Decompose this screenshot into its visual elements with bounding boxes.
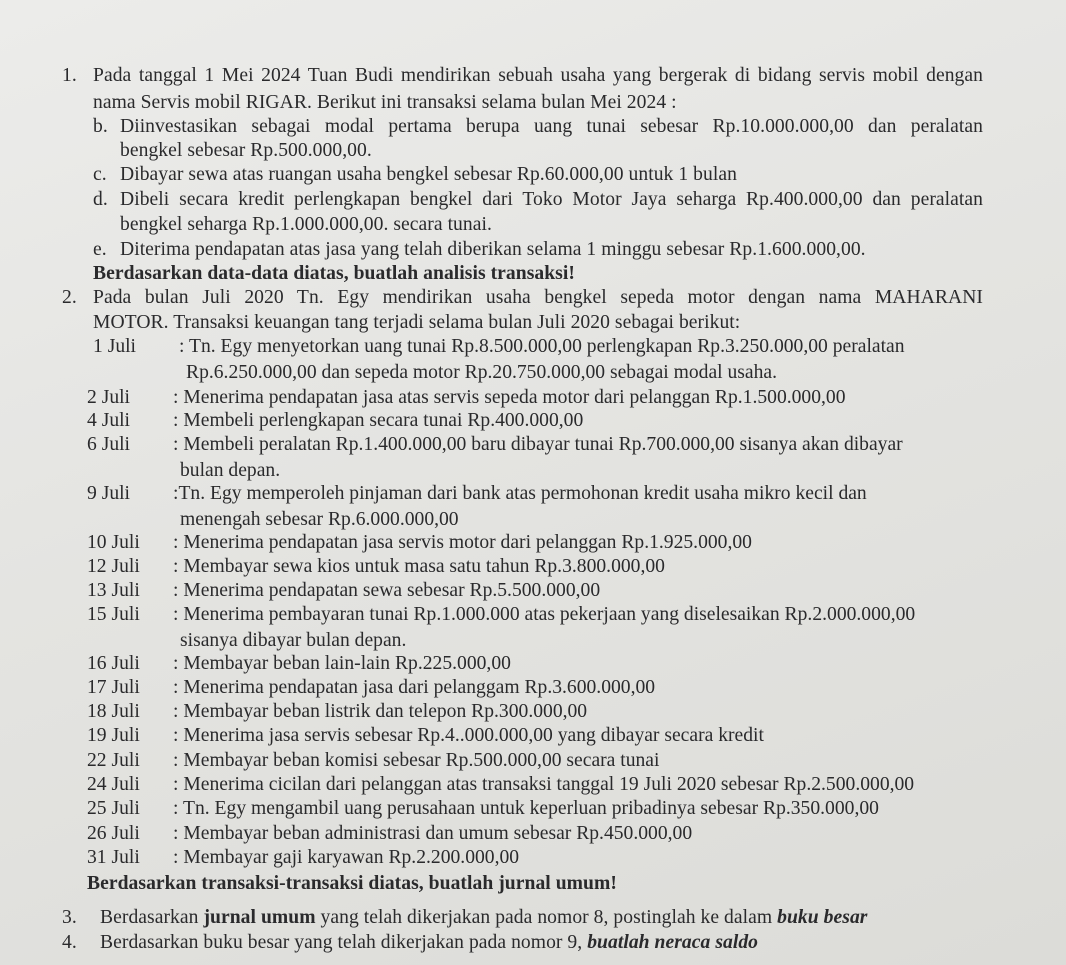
transaction-text: :Tn. Egy memperoleh pinjaman dari bank atas permohonan kredit usaha mikro kecil dan bbox=[173, 483, 867, 504]
transaction-text: : Tn. Egy mengambil uang perusahaan untuk keperluan pribadinya sebesar Rp.350.000,00 bbox=[173, 798, 879, 819]
q1-item-d-line-2: bengkel seharga Rp.1.000.000,00. secara tunai. bbox=[120, 214, 492, 235]
transaction-text: : Menerima pembayaran tunai Rp.1.000.000 atas pekerjaan yang diselesaikan Rp.2.000.000,00 bbox=[173, 604, 916, 625]
transaction-text: : Menerima cicilan dari pelanggan atas transaksi tanggal 19 Juli 2020 sebesar Rp.2.500.000,00 bbox=[173, 774, 915, 795]
transaction-date: 12 Juli bbox=[87, 556, 140, 577]
transaction-date: 2 Juli bbox=[87, 387, 131, 408]
transaction-text: : Membeli peralatan Rp.1.400.000,00 baru dibayar tunai Rp.700.000,00 sisanya akan dibayar bbox=[173, 434, 903, 455]
q1-intro-line-2: nama Servis mobil RIGAR. Berikut ini transaksi selama bulan Mei 2024 : bbox=[93, 92, 677, 113]
transaction-text: : Menerima pendapatan jasa dari pelanggam Rp.3.600.000,00 bbox=[173, 677, 656, 698]
q2-intro-line-1: Pada bulan Juli 2020 Tn. Egy mendirikan usaha bengkel sepeda motor dengan nama MAHARANI bbox=[93, 287, 983, 308]
transaction-text: : Menerima jasa servis sebesar Rp.4..000.000,00 yang dibayar secara kredit bbox=[173, 725, 764, 746]
q4-number: 4. bbox=[62, 932, 77, 953]
transaction-text-continued: menengah sebesar Rp.6.000.000,00 bbox=[180, 509, 459, 530]
transaction-text-continued: sisanya dibayar bulan depan. bbox=[180, 630, 407, 651]
q3-text: Berdasarkan jurnal umum yang telah dikerjakan pada nomor 8, postinglah ke dalam buku besar bbox=[100, 907, 868, 928]
q1-item-c-line-1: Dibayar sewa atas ruangan usaha bengkel sebesar Rp.60.000,00 untuk 1 bulan bbox=[120, 164, 737, 185]
q1-item-d-line-1: Dibeli secara kredit perlengkapan bengkel dari Toko Motor Jaya seharga Rp.400.000,00 dan peralatan bbox=[120, 189, 983, 210]
q2-instruction: Berdasarkan transaksi-transaksi diatas, buatlah jurnal umum! bbox=[87, 873, 617, 894]
q1-instruction: Berdasarkan data-data diatas, buatlah analisis transaksi! bbox=[93, 263, 575, 284]
transaction-date: 15 Juli bbox=[87, 604, 140, 625]
transaction-date: 10 Juli bbox=[87, 532, 140, 553]
transaction-text: : Membayar beban administrasi dan umum sebesar Rp.450.000,00 bbox=[173, 823, 693, 844]
transaction-date: 17 Juli bbox=[87, 677, 140, 698]
transaction-date: 4 Juli bbox=[87, 410, 131, 431]
transaction-date: 25 Juli bbox=[87, 798, 140, 819]
transaction-date: 26 Juli bbox=[87, 823, 140, 844]
transaction-text: : Menerima pendapatan sewa sebesar Rp.5.500.000,00 bbox=[173, 580, 601, 601]
q1-item-c-label: c. bbox=[93, 164, 107, 185]
transaction-text: : Menerima pendapatan jasa servis motor dari pelanggan Rp.1.925.000,00 bbox=[173, 532, 752, 553]
transaction-text: : Membayar beban lain-lain Rp.225.000,00 bbox=[173, 653, 511, 674]
q1-item-d-label: d. bbox=[93, 189, 108, 210]
transaction-text: : Menerima pendapatan jasa atas servis sepeda motor dari pelanggan Rp.1.500.000,00 bbox=[173, 387, 846, 408]
transaction-date: 22 Juli bbox=[87, 750, 140, 771]
transaction-date: 1 Juli bbox=[93, 336, 137, 357]
q2-number: 2. bbox=[62, 287, 77, 308]
transaction-text: : Membeli perlengkapan secara tunai Rp.400.000,00 bbox=[173, 410, 584, 431]
q3-number: 3. bbox=[62, 907, 77, 928]
transaction-date: 6 Juli bbox=[87, 434, 131, 455]
q4-text: Berdasarkan buku besar yang telah dikerjakan pada nomor 9, buatlah neraca saldo bbox=[100, 932, 759, 953]
q1-item-e-line-1: Diterima pendapatan atas jasa yang telah diberikan selama 1 minggu sebesar Rp.1.600.000,00. bbox=[120, 239, 866, 260]
q1-item-b-line-1: Diinvestasikan sebagai modal pertama berupa uang tunai sebesar Rp.10.000.000,00 dan peralatan bbox=[120, 116, 983, 137]
transaction-date: 13 Juli bbox=[87, 580, 140, 601]
transaction-text: : Membayar gaji karyawan Rp.2.200.000,00 bbox=[173, 847, 520, 868]
transaction-text: : Membayar sewa kios untuk masa satu tahun Rp.3.800.000,00 bbox=[173, 556, 665, 577]
q1-intro-line-1: Pada tanggal 1 Mei 2024 Tuan Budi mendirikan sebuah usaha yang bergerak di bidang servis mobil dengan bbox=[93, 65, 983, 86]
transaction-text-continued: bulan depan. bbox=[180, 460, 281, 481]
transaction-date: 24 Juli bbox=[87, 774, 140, 795]
q1-item-e-label: e. bbox=[93, 239, 107, 260]
transaction-date: 18 Juli bbox=[87, 701, 140, 722]
q1-number: 1. bbox=[62, 65, 77, 86]
transaction-text: : Tn. Egy menyetorkan uang tunai Rp.8.500.000,00 perlengkapan Rp.3.250.000,00 peralatan bbox=[179, 336, 905, 357]
q2-intro-line-2: MOTOR. Transaksi keuangan tang terjadi selama bulan Juli 2020 sebagai berikut: bbox=[93, 312, 741, 333]
transaction-date: 9 Juli bbox=[87, 483, 131, 504]
transaction-text: : Membayar beban komisi sebesar Rp.500.000,00 secara tunai bbox=[173, 750, 660, 771]
transaction-date: 16 Juli bbox=[87, 653, 140, 674]
transaction-text: : Membayar beban listrik dan telepon Rp.300.000,00 bbox=[173, 701, 588, 722]
q1-item-b-line-2: bengkel sebesar Rp.500.000,00. bbox=[120, 140, 372, 161]
q1-item-b-label: b. bbox=[93, 116, 108, 137]
transaction-date: 19 Juli bbox=[87, 725, 140, 746]
transaction-date: 31 Juli bbox=[87, 847, 140, 868]
transaction-text-continued: Rp.6.250.000,00 dan sepeda motor Rp.20.750.000,00 sebagai modal usaha. bbox=[186, 362, 777, 383]
